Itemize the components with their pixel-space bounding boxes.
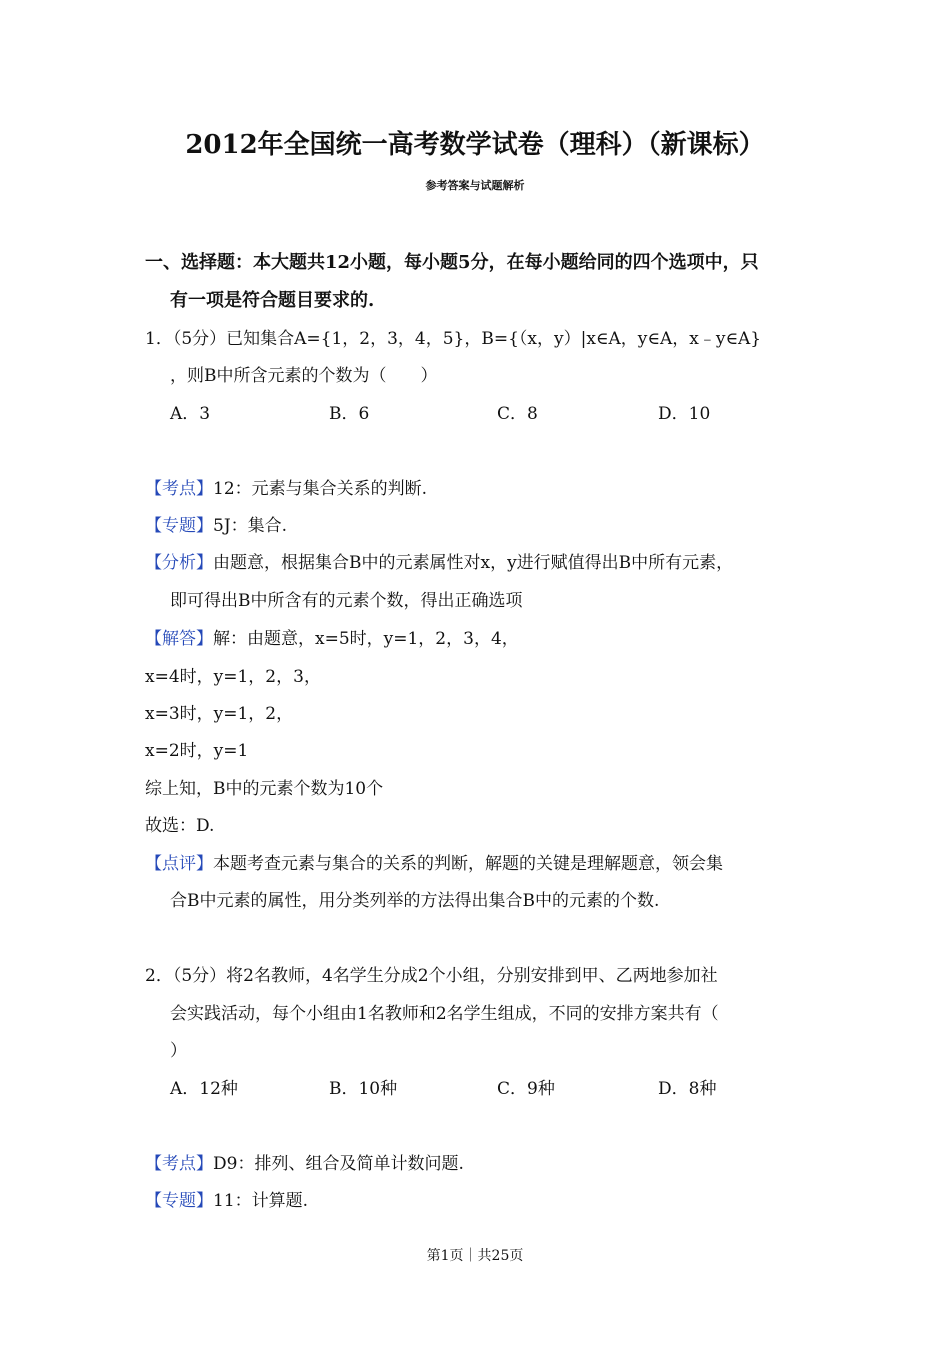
q2-kaodian-tag: 【考点】	[145, 1154, 213, 1174]
q2-option-b: B．10种	[329, 1079, 398, 1099]
q2-kaodian-text: D9：排列、组合及简单计数问题.	[213, 1154, 464, 1174]
q2-zhuanti-text: 11：计算题.	[213, 1191, 309, 1211]
q2-option-d: D．8种	[658, 1079, 717, 1099]
q1-stem-line2: ，则B中所含元素的个数为（ ）	[170, 366, 438, 386]
q2-zhuanti	[145, 1186, 308, 1211]
q1-zhuanti-tag: 【专题】	[145, 516, 213, 536]
q1-stem-line1: 1．（5分）已知集合A={1，2，3，4，5}，B={（x，y）|x∈A，y∈A，x﹣y∈A}	[145, 329, 762, 349]
q1-fenxi-line2: 即可得出B中所含有的元素个数，得出正确选项	[170, 591, 523, 611]
q1-option-a: A．3	[170, 404, 211, 424]
page-title: 2012年全国统一高考数学试卷（理科）（新课标）	[185, 130, 765, 160]
q2-zhuanti-tag: 【专题】	[145, 1191, 213, 1211]
q1-option-d: D．10	[658, 404, 711, 424]
q1-jieda-line1: 解：由题意，x=5时，y=1，2，3，4，	[213, 629, 519, 649]
q1-zhuanti	[145, 511, 287, 536]
q1-jieda	[145, 624, 519, 649]
q1-fenxi-tag: 【分析】	[145, 553, 213, 573]
q1-fenxi	[145, 548, 733, 573]
q1-dianping-tag: 【点评】	[145, 854, 213, 874]
q1-dianping-line2: 合B中元素的属性，用分类列举的方法得出集合B中的元素的个数.	[170, 891, 660, 911]
q2-option-a: A．12种	[170, 1079, 238, 1099]
q1-option-c: C．8	[497, 404, 538, 424]
q2-stem-line1: 2．（5分）将2名教师，4名学生分成2个小组，分别安排到甲、乙两地参加社	[145, 966, 718, 986]
q2-kaodian	[145, 1149, 464, 1174]
page-subtitle: 参考答案与试题解析	[425, 179, 525, 192]
q1-jieda-line3: x=3时，y=1，2，	[145, 704, 294, 724]
q2-stem-line2: 会实践活动，每个小组由1名教师和2名学生组成，不同的安排方案共有（	[170, 1004, 719, 1024]
q1-jieda-line5: 综上知，B中的元素个数为10个	[145, 779, 384, 799]
q1-fenxi-line1: 由题意，根据集合B中的元素属性对x，y进行赋值得出B中所有元素，	[213, 553, 734, 573]
q1-jieda-line4: x=2时，y=1	[145, 741, 249, 761]
q1-dianping-line1: 本题考查元素与集合的关系的判断，解题的关键是理解题意，领会集	[213, 854, 723, 874]
q1-jieda-line6: 故选：D.	[145, 816, 215, 836]
q1-kaodian	[145, 474, 427, 499]
q1-kaodian-tag: 【考点】	[145, 479, 213, 499]
q1-jieda-line2: x=4时，y=1，2，3，	[145, 667, 321, 687]
q1-dianping	[145, 849, 723, 874]
q1-jieda-tag: 【解答】	[145, 629, 213, 649]
q1-zhuanti-text: 5J：集合.	[213, 516, 288, 536]
q1-kaodian-text: 12：元素与集合关系的判断.	[213, 479, 428, 499]
q2-option-c: C．9种	[497, 1079, 555, 1099]
q2-stem-line3: ）	[170, 1041, 187, 1061]
section-heading-line2: 有一项是符合题目要求的.	[170, 290, 375, 311]
q1-option-b: B．6	[329, 404, 370, 424]
section-heading-line1: 一、选择题：本大题共12小题，每小题5分，在每小题给同的四个选项中，只	[145, 252, 759, 273]
page-footer: 第1页｜共25页	[426, 1248, 524, 1264]
